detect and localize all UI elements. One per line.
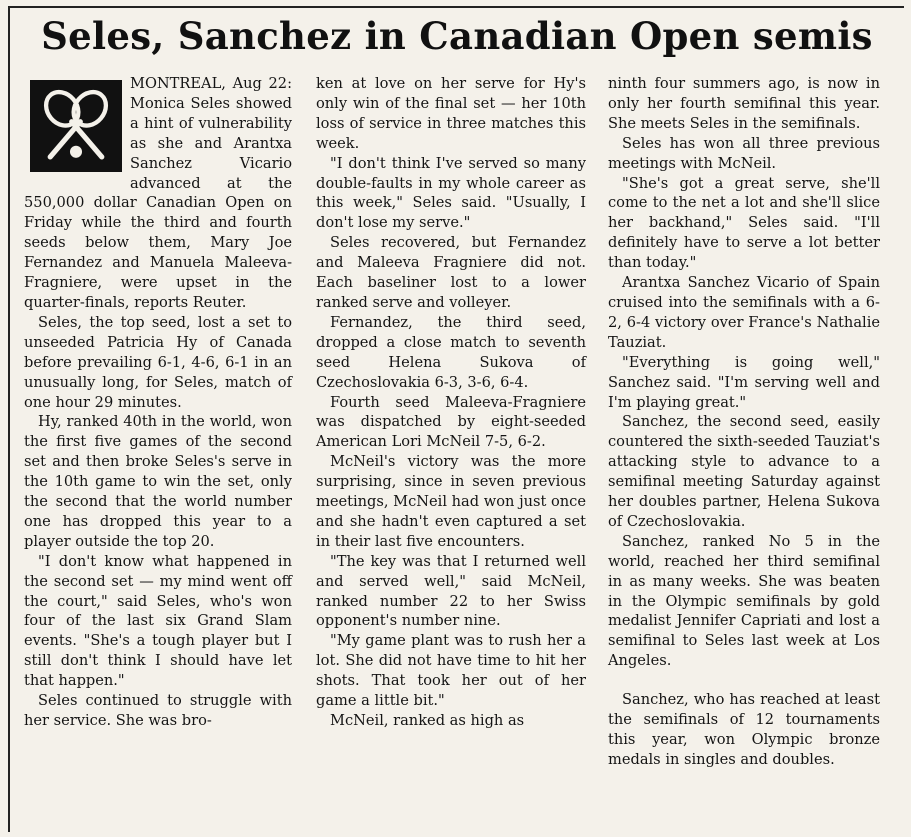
paragraph: Seles has won all three previous meetings with McNeil.: [608, 134, 880, 172]
paragraph: "I don't know what happened in the second set — my mind went off the court," said Seles, who's won four of the last six Grand Slam events. "She's a tough player but I still don't think I should have let that happen.": [24, 552, 292, 690]
paragraph: "My game plant was to rush her a lot. She did not have time to hit her shots. That took her out of her game a little bit.": [316, 632, 586, 710]
paragraph: Fourth seed Maleeva-Fragniere was dispatched by eight-seeded American Lori McNeil 7-5, 6-2.: [316, 393, 586, 451]
paragraph: Arantxa Sanchez Vicario of Spain cruised into the semifinals with a 6-2, 6-4 victory over France's Nathalie Tauziat.: [608, 274, 880, 351]
paragraph: Seles recovered, but Fernandez and Maleeva Fragniere did not. Each baseliner lost to a lower ranked serve and volleyer.: [316, 234, 586, 311]
paragraph: MONTREAL, Aug 22: Monica Seles showed a hint of vulnerability as she and Arantxa Sanchez Vicario advanced at the 550,000 dollar Canadian Open on Friday while the third and fourth seeds below them, Mary Joe Fernandez and Manuela Maleeva-Fragniere, were upset in the quarter-finals, reports Reuter.: [24, 75, 292, 311]
article-column-2: [316, 74, 586, 731]
article-column-3: [608, 74, 880, 770]
article-column-1: [24, 74, 292, 731]
headline: Seles, Sanchez in Canadian Open semis: [41, 14, 873, 58]
paragraph: ninth four summers ago, is now in only her fourth semifinal this year. She meets Seles in the semifinals.: [608, 75, 880, 132]
paragraph: Sanchez, who has reached at least the semifinals of 12 tournaments this year, won Olympic bronze medals in singles and doubles.: [608, 691, 880, 768]
paragraph: Fernandez, the third seed, dropped a close match to seventh seed Helena Sukova of Czechoslovakia 6-3, 3-6, 6-4.: [316, 313, 586, 391]
paragraph: Seles, the top seed, lost a set to unseeded Patricia Hy of Canada before prevailing 6-1, 4-6, 6-1 in an unusually long, for Seles, match of one hour 29 minutes.: [24, 313, 292, 411]
paragraph: "Everything is going well," Sanchez said. "I'm serving well and I'm playing great.": [608, 353, 880, 411]
paragraph: Sanchez, the second seed, easily countered the sixth-seeded Tauziat's attacking style to advance to a semifinal meeting Saturday against her doubles partner, Helena Sukova of Czechoslovakia.: [608, 413, 880, 530]
paragraph: McNeil, ranked as high as: [330, 712, 525, 729]
paragraph: Seles continued to struggle with her service. She was bro-: [24, 692, 292, 729]
paragraph: "The key was that I returned well and served well," said McNeil, ranked number 22 to her Swiss opponent's number nine.: [316, 552, 586, 630]
crossed-tennis-rackets-icon: [30, 80, 122, 172]
paragraph: McNeil's victory was the more surprising, since in seven previous meetings, McNeil had won just once and she hadn't even captured a set in their last five encounters.: [316, 453, 586, 550]
paragraph: "She's got a great serve, she'll come to the net a lot and she'll slice her backhand," Seles said. "I'll definitely have to serve a lot better than today.": [608, 174, 880, 272]
paragraph: Hy, ranked 40th in the world, won the first five games of the second set and then broke Seles's serve in the 10th game to win the set, only the second that the world number one has dropped this year to a player outside the top 20.: [24, 413, 292, 550]
paragraph: ken at love on her serve for Hy's only win of the final set — her 10th loss of service in three matches this week.: [316, 75, 586, 152]
paragraph: Sanchez, ranked No 5 in the world, reached her third semifinal in as many weeks. She was beaten in the Olympic semifinals by gold medalist Jennifer Capriati and lost a semifinal to Seles last week at Los Angeles.: [608, 532, 880, 670]
paragraph: "I don't think I've served so many double-faults in my whole career as this week," Seles said. "Usually, I don't lose my serve.": [316, 154, 586, 232]
